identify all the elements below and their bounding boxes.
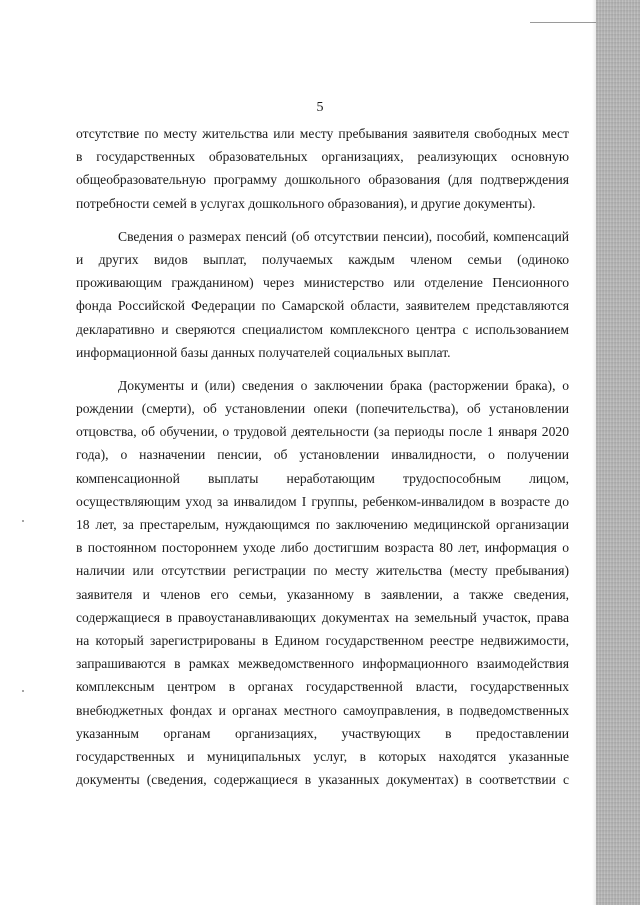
- paragraph-spacer: [76, 215, 569, 225]
- text-line: документы (сведения, содержащиеся в указанных документах) в соответствии с: [76, 772, 569, 788]
- text-line: Сведения о размерах пенсий (об отсутствии пенсии), пособий, компенсаций: [118, 228, 569, 244]
- text-line: 18 лет, за престарелым, нуждающимся по заключению медицинской организации: [76, 517, 569, 532]
- text-line: декларативно и сверяются специалистом комплексного центра с использованием: [76, 321, 569, 337]
- text-line: рождении (смерти), об установлении опеки (попечительства), об установлении: [76, 401, 569, 417]
- text-line: осуществляющим уход за инвалидом I группы, ребенком-инвалидом в возрасте до: [76, 493, 569, 509]
- text-line: фонда Российской Федерации по Самарской области, заявителем представляются: [76, 298, 569, 314]
- text-line: в государственных образовательных организациях, реализующих основную: [76, 149, 569, 165]
- paragraph-spacer: [76, 364, 569, 374]
- paragraph: [76, 225, 569, 364]
- page-number: 5: [316, 100, 324, 115]
- text-line: наличии или отсутствии регистрации по месту жительства (месту пребывания): [76, 563, 569, 579]
- text-line: комплексным центром в органах государственной власти, государственных: [76, 679, 569, 695]
- paragraph: [76, 122, 569, 215]
- text-line: года), о назначении пенсии, об установлении инвалидности, о получении: [76, 447, 569, 463]
- text-line: содержащиеся в правоустанавливающих документах на земельный участок, права: [76, 609, 569, 625]
- text-line: в постоянном постороннем уходе либо достигшим возраста 80 лет, информация о: [76, 540, 569, 556]
- scan-artifact-dot: [22, 690, 24, 692]
- scan-edge-strip: [596, 0, 640, 905]
- text-line: потребности семей в услугах дошкольного образования), и другие документы).: [76, 195, 536, 211]
- text-line: государственных и муниципальных услуг, в которых находятся указанные: [76, 748, 569, 764]
- text-line: отцовства, об обучении, о трудовой деятельности (за периоды после 1 января 2020: [76, 424, 569, 440]
- text-line: Документы и (или) сведения о заключении брака (расторжении брака), о: [118, 377, 569, 393]
- paragraph: [76, 374, 569, 791]
- text-line: запрашиваются в рамках межведомственного информационного взаимодействия: [76, 656, 569, 672]
- scan-artifact-dot: [22, 520, 24, 522]
- text-line: внебюджетных фондах и органах местного самоуправления, в подведомственных: [76, 702, 569, 718]
- text-line: отсутствие по месту жительства или месту пребывания заявителя свободных мест: [76, 126, 569, 141]
- text-line: указанным органам организациях, участвующих в предоставлении: [76, 725, 569, 741]
- text-line: и других видов выплат, получаемых каждым членом семьи (одиноко: [76, 251, 569, 267]
- text-line: на который зарегистрированы в Едином государственном реестре недвижимости,: [76, 632, 569, 648]
- text-line: заявителя и членов его семьи, указанному в заявлении, а также сведения,: [76, 586, 569, 602]
- text-line: общеобразовательную программу дошкольного образования (для подтверждения: [76, 172, 569, 188]
- text-line: информационной базы данных получателей социальных выплат.: [76, 344, 451, 360]
- text-line: компенсационной выплаты неработающим трудоспособным лицом,: [76, 470, 569, 486]
- body-text: [76, 122, 569, 791]
- text-line: проживающим гражданином) через министерство или отделение Пенсионного: [76, 275, 569, 291]
